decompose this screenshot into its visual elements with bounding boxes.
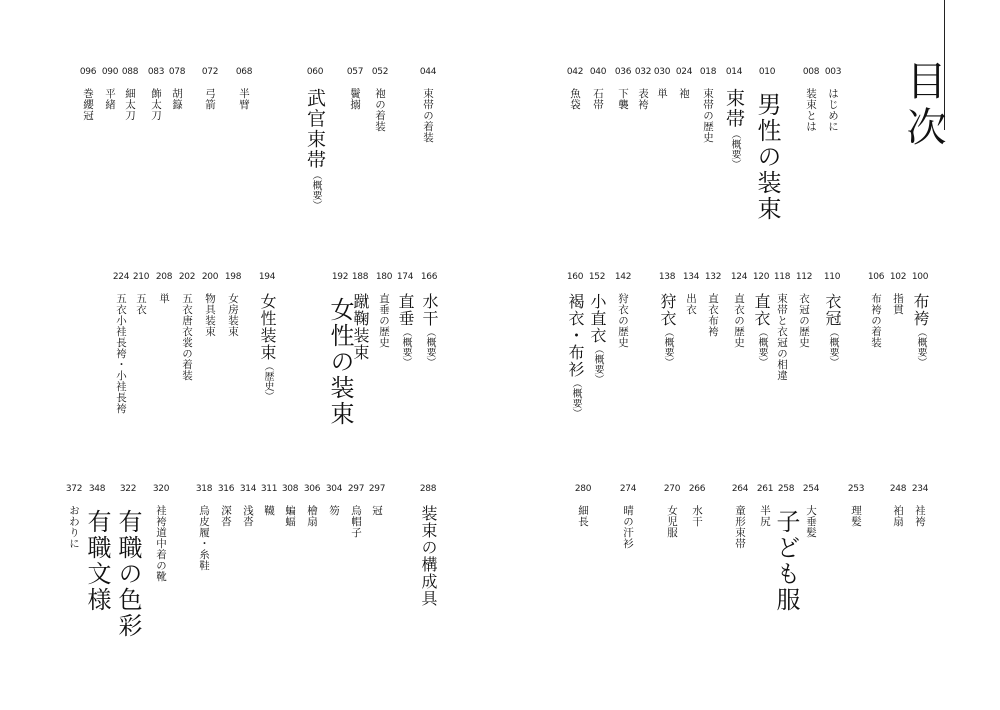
toc-entry-title [616, 88, 630, 110]
toc-entry-title [203, 88, 217, 110]
toc-entry-subtitle: （概要） [570, 378, 581, 418]
toc-entry-title [565, 293, 585, 418]
toc-entry-title [849, 505, 863, 527]
toc-entry-title-text: 半臂 [238, 88, 250, 110]
toc-entry-title-text: 表袴 [637, 88, 649, 110]
toc-page-number: 348 [88, 484, 106, 494]
toc-entry-title-text: おわりに [68, 505, 80, 549]
toc-entry [679, 271, 703, 315]
toc-entry-title-text: 小直衣 [588, 293, 607, 344]
toc-page-number: 110 [823, 272, 841, 282]
toc-entry-title-text: 直垂 [396, 293, 415, 327]
toc-entry-title [684, 293, 698, 315]
toc-entry-title-text: 直衣 [752, 293, 771, 327]
toc-entry [165, 66, 189, 110]
toc-entry-title [910, 293, 930, 367]
toc-page-number: 210 [132, 272, 150, 282]
toc-entry-title [706, 293, 720, 337]
toc-entry-title [568, 88, 582, 110]
toc-page-number: 112 [795, 272, 813, 282]
toc-page-number: 118 [773, 272, 791, 282]
toc-entry-title-text: 狩衣 [658, 293, 677, 327]
toc-entry-title-text: 細長 [577, 505, 589, 527]
toc-entry [753, 483, 777, 527]
toc-page-number: 254 [802, 484, 820, 494]
toc-entry-title-text: 女性装束 [258, 293, 277, 361]
toc-page-number: 068 [235, 67, 253, 77]
toc-entry [372, 271, 396, 348]
toc-page-number: 280 [574, 484, 592, 494]
toc-page-number: 274 [619, 484, 637, 494]
toc-entry-subtitle: （概要） [915, 327, 926, 367]
toc-page-number: 120 [752, 272, 770, 282]
toc-page-number: 138 [658, 272, 676, 282]
toc-page-number: 288 [419, 484, 437, 494]
toc-entry-title [180, 293, 194, 381]
toc-entry-title-text: 直衣布袴 [707, 293, 719, 337]
toc-entry [116, 483, 140, 639]
toc-page-number: 044 [419, 67, 437, 77]
toc-entry [685, 483, 709, 527]
toc-entry-title [348, 88, 362, 110]
toc-entry-title [775, 293, 789, 381]
toc-entry-title [677, 88, 691, 99]
toc-page-number: 072 [201, 67, 219, 77]
toc-entry-title [869, 293, 883, 348]
toc-entry-title-text: 烏皮履・糸鞋 [198, 505, 210, 571]
toc-entry [844, 483, 868, 527]
toc-entry [257, 483, 281, 516]
toc-page-number: 266 [688, 484, 706, 494]
toc-entry-title [616, 293, 630, 348]
toc-entry [563, 271, 587, 418]
toc-entry [417, 271, 441, 367]
toc-page-number: 134 [682, 272, 700, 282]
toc-entry-title-text: 半尻 [759, 505, 771, 527]
toc-entry-subtitle: （概要） [400, 327, 411, 367]
toc-entry-title-text: 韈 [263, 505, 275, 516]
toc-entry-title-text: 下襲 [617, 88, 629, 110]
toc-entry-title-text: 水干 [691, 505, 703, 527]
toc-entry-title [418, 505, 438, 607]
toc-entry-title [655, 88, 669, 99]
toc-entry [236, 483, 260, 527]
toc-entry-title [370, 505, 384, 516]
toc-entry-title-text: 単 [656, 88, 668, 99]
toc-entry [799, 66, 823, 132]
toc-page-number: 088 [121, 67, 139, 77]
toc-entry-title-text: 衣冠の歴史 [798, 293, 810, 348]
toc-entry [821, 66, 845, 132]
toc-entry-title [758, 505, 772, 527]
toc-entry [62, 483, 86, 549]
toc-entry-title-text: 束帯の歴史 [702, 88, 714, 143]
toc-entry [728, 483, 752, 549]
toc-entry-title-text: 童形束帯 [734, 505, 746, 549]
toc-entry-title [751, 293, 771, 367]
toc-page-number: 372 [65, 484, 83, 494]
toc-page-number: 318 [195, 484, 213, 494]
toc-entry-title-text: 蝙蝠 [284, 505, 296, 527]
toc-entry [255, 271, 279, 401]
toc-entry [232, 66, 256, 110]
toc-entry-title-text: 袿袴道中着の靴 [155, 505, 167, 582]
toc-entry-title-text: 衣冠 [823, 293, 842, 327]
toc-entry-title [170, 88, 184, 110]
toc-entry-title [157, 293, 171, 304]
toc-entry-title-text: 烏帽子 [350, 505, 362, 538]
toc-page-number: 174 [396, 272, 414, 282]
toc-entry-title-text: 細太刀 [124, 88, 136, 121]
toc-entry [109, 271, 133, 414]
toc-page-number: 052 [371, 67, 389, 77]
toc-page-number: 248 [889, 484, 907, 494]
toc-page-number: 192 [331, 272, 349, 282]
toc-entry-title [395, 293, 415, 367]
toc-entry-title-text: 出衣 [685, 293, 697, 315]
toc-entry-title [123, 88, 137, 121]
toc-entry-title [114, 293, 128, 414]
toc-entry [755, 66, 779, 222]
toc-entry [303, 66, 327, 210]
page-title: 目次 [900, 60, 946, 152]
toc-page-number: 180 [375, 272, 393, 282]
toc-entry-title [67, 505, 81, 549]
toc-entry-title [83, 509, 111, 613]
toc-entry-title-text: 弓箭 [204, 88, 216, 110]
toc-page-number: 024 [675, 67, 693, 77]
toc-page-number: 297 [347, 484, 365, 494]
toc-page-number: 142 [614, 272, 632, 282]
toc-entry-title [797, 293, 811, 348]
toc-entry [886, 483, 910, 527]
toc-entry-title [657, 293, 677, 367]
toc-entry-title [891, 293, 905, 315]
toc-entry-subtitle: （歴史） [262, 361, 273, 401]
toc-entry-title-text: 武官束帯 [304, 88, 326, 170]
toc-entry [701, 271, 725, 337]
toc-page-number: 102 [889, 272, 907, 282]
toc-entry [76, 66, 100, 121]
toc-entry-title [576, 505, 590, 527]
toc-page-number: 208 [155, 272, 173, 282]
toc-entry-title-text: 布袴 [911, 293, 930, 327]
toc-entry-subtitle: （概要） [592, 344, 603, 384]
toc-entry [368, 66, 392, 132]
toc-entry [278, 483, 302, 527]
toc-page-number: 008 [802, 67, 820, 77]
toc-entry-title-text: 冠 [371, 505, 383, 516]
toc-page-number: 297 [368, 484, 386, 494]
toc-entry-title-text: 褐衣・布衫 [566, 293, 585, 378]
toc-entry [571, 483, 595, 527]
toc-entry-title [377, 293, 391, 348]
toc-entry-title-text: 女房装束 [227, 293, 239, 337]
toc-entry-title-text: 深沓 [220, 505, 232, 527]
toc-entry-title [203, 293, 217, 337]
toc-entry-title [149, 88, 163, 121]
toc-entry-title [891, 505, 905, 527]
toc-entry-title [327, 505, 341, 516]
toc-page-number: 090 [101, 67, 119, 77]
toc-entry-title-text: 袙扇 [892, 505, 904, 527]
toc-entry-title-text: 束帯の着装 [422, 88, 434, 143]
toc-entry-title [804, 88, 818, 132]
toc-entry-title-text: 浅沓 [242, 505, 254, 527]
toc-page-number: 322 [119, 484, 137, 494]
toc-entry-title-text: 笏 [328, 505, 340, 516]
toc-entry [792, 271, 816, 348]
toc-entry [722, 66, 746, 169]
toc-page-number: 152 [588, 272, 606, 282]
toc-entry-title [419, 293, 439, 367]
toc-page-number: 057 [346, 67, 364, 77]
toc-page-number: 018 [699, 67, 717, 77]
toc-entry-title [733, 505, 747, 549]
toc-entry [655, 271, 679, 367]
toc-entry-title-text: 装束とは [805, 88, 817, 132]
toc-entry-title-text: 飾太刀 [150, 88, 162, 121]
toc-entry-title-text: はじめに [827, 88, 839, 132]
toc-entry-title [262, 505, 276, 516]
toc-page-number: 132 [704, 272, 722, 282]
toc-page-number: 311 [260, 484, 278, 494]
toc-entry [416, 483, 440, 607]
toc-entry [563, 66, 587, 110]
toc-entry-title [822, 293, 842, 367]
toc-page-number: 083 [147, 67, 165, 77]
toc-entry-title-text: 袍 [678, 88, 690, 99]
toc-entry-subtitle: （概要） [424, 327, 435, 367]
toc-page-number: 003 [824, 67, 842, 77]
toc-entry-title-text: 男性の装束 [753, 92, 781, 222]
toc-page-number: 060 [306, 67, 324, 77]
toc-entry [214, 483, 238, 527]
toc-entry-title-text: 子ども服 [772, 509, 800, 613]
toc-entry-title-text: 檜扇 [306, 505, 318, 527]
toc-entry [198, 66, 222, 110]
toc-page-number: 096 [79, 67, 97, 77]
toc-entry-title-text: 晴の汗衫 [622, 505, 634, 549]
toc-entry-title [237, 88, 251, 110]
toc-page-number: 188 [351, 272, 369, 282]
toc-entry-title-text: 装束の構成具 [419, 505, 438, 607]
toc-entry-title-text: 平緒 [104, 88, 116, 110]
toc-entry-title [241, 505, 255, 527]
toc-entry-title [621, 505, 635, 549]
toc-entry [393, 271, 417, 367]
toc-page-number: 198 [224, 272, 242, 282]
toc-entry [343, 66, 367, 110]
toc-page-number: 042 [566, 67, 584, 77]
toc-page-number: 014 [725, 67, 743, 77]
toc-entry-title-text: 指貫 [892, 293, 904, 315]
toc-entry-title-text: 五衣唐衣裳の着装 [181, 293, 193, 381]
toc-entry-title [257, 293, 277, 401]
toc-page-number: 160 [566, 272, 584, 282]
toc-entry [300, 483, 324, 527]
toc-entry-title [197, 505, 211, 571]
toc-entry [416, 66, 440, 143]
toc-entry-title-text: 五衣小袿長袴・小袿長袴 [115, 293, 127, 414]
toc-entry [696, 66, 720, 143]
toc-entry [749, 271, 773, 367]
toc-entry-title [226, 293, 240, 337]
toc-page-number: 010 [758, 67, 776, 77]
toc-entry [611, 271, 635, 348]
toc-entry [192, 483, 216, 571]
toc-entry-title-text: 女児服 [666, 505, 678, 538]
toc-entry-title-text: 袍の着装 [374, 88, 386, 132]
toc-page-number: 306 [303, 484, 321, 494]
toc-entry [328, 271, 352, 427]
toc-page-number: 261 [756, 484, 774, 494]
toc-entry [149, 483, 173, 582]
toc-entry-subtitle: （概要） [729, 129, 740, 169]
toc-entry [585, 271, 609, 384]
toc-entry-title-text: 水干 [420, 293, 439, 327]
toc-entry [611, 66, 635, 110]
toc-entry-title [81, 88, 95, 121]
toc-entry [144, 66, 168, 121]
toc-entry-title-text: 胡籙 [171, 88, 183, 110]
toc-entry [616, 483, 640, 549]
toc-entry-title-text: 有職の色彩 [114, 509, 142, 639]
toc-entry [198, 271, 222, 337]
toc-page-number: 224 [112, 272, 130, 282]
toc-entry-title [103, 88, 117, 110]
toc-entry-title [665, 505, 679, 538]
toc-entry-subtitle: （概要） [756, 327, 767, 367]
toc-entry-title [154, 505, 168, 582]
toc-entry [660, 483, 684, 538]
toc-entry [770, 271, 794, 381]
toc-entry [799, 483, 823, 538]
toc-entry-title [591, 88, 605, 110]
toc-entry [908, 483, 932, 527]
toc-page-number: 258 [777, 484, 795, 494]
toc-page-number: 030 [653, 67, 671, 77]
toc-entry-subtitle: （概要） [310, 170, 321, 210]
toc-entry-subtitle: （概要） [662, 327, 673, 367]
toc-entry [586, 66, 610, 110]
toc-page-number: 106 [867, 272, 885, 282]
toc-entry-title [690, 505, 704, 527]
toc-page-number: 320 [152, 484, 170, 494]
toc-entry-title-text: 蹴鞠装束 [351, 293, 370, 361]
toc-entry [727, 271, 751, 348]
toc-entry-title-text: 袿袴 [914, 505, 926, 527]
toc-entry-title-text: 狩衣の歴史 [617, 293, 629, 348]
toc-page-number: 270 [663, 484, 681, 494]
toc-entry-title-text: 石帯 [592, 88, 604, 110]
toc-entry-title-text: 有職文様 [83, 509, 111, 613]
toc-entry [221, 271, 245, 337]
toc-page-number: 194 [258, 272, 276, 282]
toc-entry-title [304, 88, 326, 210]
toc-entry-title-text: 束帯と衣冠の相違 [776, 293, 788, 381]
toc-entry [152, 271, 176, 304]
toc-entry-title [283, 505, 297, 527]
toc-entry [672, 66, 696, 99]
toc-page-number: 308 [281, 484, 299, 494]
toc-entry [820, 271, 844, 367]
toc-entry-title-text: 魚袋 [569, 88, 581, 110]
toc-entry [98, 66, 122, 110]
toc-entry-title [753, 92, 781, 222]
toc-page-number: 202 [178, 272, 196, 282]
toc-entry-subtitle: （概要） [827, 327, 838, 367]
toc-entry-title [219, 505, 233, 527]
toc-page-number: 166 [420, 272, 438, 282]
toc-page-number: 200 [201, 272, 219, 282]
toc-page-number: 036 [614, 67, 632, 77]
toc-entry-title-text: 五衣 [135, 293, 147, 315]
toc-entry-title [587, 293, 607, 384]
toc-page-number: 234 [911, 484, 929, 494]
toc-entry-title [723, 88, 745, 169]
toc-entry-title [421, 88, 435, 143]
toc-entry-title-text: 単 [158, 293, 170, 304]
toc-entry [908, 271, 932, 367]
toc-entry-title [701, 88, 715, 143]
toc-entry-title [826, 88, 840, 132]
toc-entry-title-text: 大垂髪 [805, 505, 817, 538]
toc-page-number: 314 [239, 484, 257, 494]
toc-entry-title-text: 女性の装束 [326, 297, 354, 427]
toc-entry [175, 271, 199, 381]
toc-entry-title [804, 505, 818, 538]
toc-entry-title-text: 物具装束 [204, 293, 216, 337]
toc-entry-title-text: 巻纓冠 [82, 88, 94, 121]
toc-page-number: 316 [217, 484, 235, 494]
toc-page-number: 304 [325, 484, 343, 494]
toc-entry [85, 483, 109, 613]
toc-entry-title [305, 505, 319, 527]
toc-page-number: 264 [731, 484, 749, 494]
toc-entry-title-text: 直垂の歴史 [378, 293, 390, 348]
toc-entry-title-text: 直衣の歴史 [733, 293, 745, 348]
toc-entry [365, 483, 389, 516]
toc-page-number: 100 [911, 272, 929, 282]
toc-entry-title [373, 88, 387, 132]
toc-entry-title-text: 鬢搦 [349, 88, 361, 110]
toc-entry-title [732, 293, 746, 348]
toc-entry-title [913, 505, 927, 527]
toc-page-number: 253 [847, 484, 865, 494]
toc-entry-title [636, 88, 650, 110]
toc-entry [886, 271, 910, 315]
toc-page-number: 040 [589, 67, 607, 77]
toc-entry-title-text: 理髪 [850, 505, 862, 527]
toc-entry [774, 483, 798, 613]
toc-page-number: 032 [634, 67, 652, 77]
toc-entry-title [349, 505, 363, 538]
toc-page-number: 078 [168, 67, 186, 77]
toc-entry-title [134, 293, 148, 315]
toc-entry-title-text: 束帯 [723, 88, 745, 129]
toc-entry-title [114, 509, 142, 639]
toc-page-number: 124 [730, 272, 748, 282]
toc-entry-title [326, 297, 354, 427]
toc-entry [864, 271, 888, 348]
toc-entry [322, 483, 346, 516]
toc-entry-title-text: 布袴の着装 [870, 293, 882, 348]
toc-entry [344, 483, 368, 538]
